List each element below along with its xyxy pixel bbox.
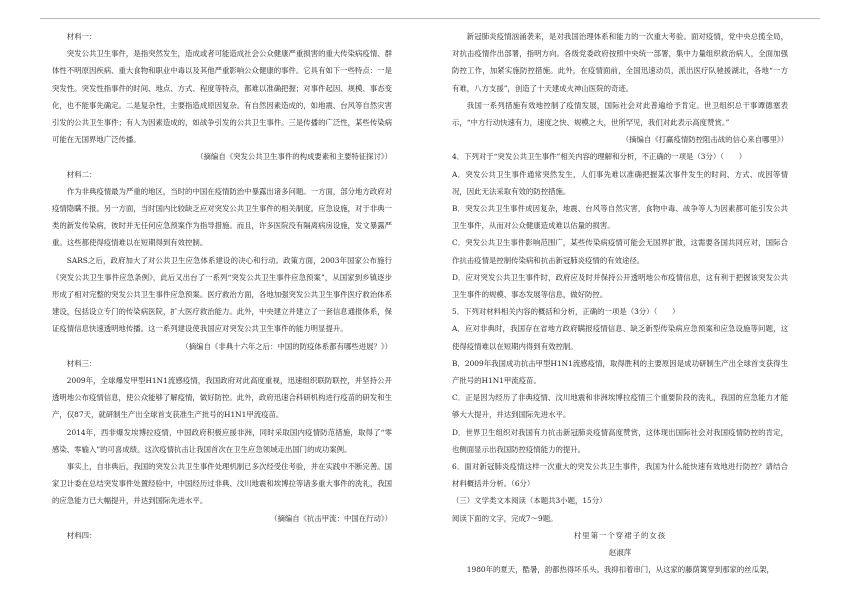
story-paragraph-1: 1980年的夏天，酷暑，韵都热得坏乐头。我抑扣着串门，从这家的藤荫篱穿到那家的丝瓜架， [466, 565, 774, 575]
section-3-instruction: 阅读下面的文字，完成7～9题。 [452, 513, 558, 523]
material-3-text-3: 事实上，自非典后，我国的突发公共卫生事件处理机制已多次经受住考验，并在实践中不断完善。国家卫计委在总结突发事件处置经验中，中国经历过非典、汶川地震和埃博拉等诸多重大事件的洗礼，我国的应急能力已大幅提升，并达到国际先进水平。 [52, 462, 392, 506]
question-5-option-a: A．应对非典时，我国存在省地方政府瞒报疫情信息、缺乏新型传染病应急预案和应急设施等问题，这使得疫情难以在短期内得到有效控制。 [452, 324, 788, 351]
material-4-text-2: 我国一系列措施有效地控制了疫情发展，国际社会对此普遍给予肯定。世卫组织总干事谭德塞表示，“中方行动快速有力，速度之快、规模之大，世所罕见，我们对此表示高度赞赏。” [452, 100, 788, 128]
material-2-text-2: SARS之后，政府加大了对公共卫生应急体系建设的决心和行动。政策方面，2003年国家公布施行《突发公共卫生事件应急条例》，此后又出台了一系列“突发公共卫生事件应急预案”，从国家到乡镇逐步形成了相对完整的突发公共卫生事件应急预案。医疗救治方面，各地加强突发公共卫生事件医疗救治体系建设，包括设立专门的传染病医院，扩大医疗救治能力。此外，中央建立并建立了一套信息通报体系，保证疫情信息快速透明地传播。这一系列建设使我国应对突发公共卫生事件的能力明显提升。 [52, 255, 392, 334]
question-5: 5．下列对材料相关内容的概括和分析，正确的一项是（3分）（ ） [452, 307, 680, 317]
material-4-source: （摘编自《打赢疫情防控阻击战的信心来自哪里》） [621, 135, 788, 145]
material-3-text-2: 2014年，西非爆发埃博拉疫情，中国政府积极应援非洲，同时采取国内疫情防范措施，取得了“零感染、零输入”的可喜成绩。这次疫情抗击让我国首次在卫生应急领域走出国门的成功案例。 [52, 427, 392, 454]
question-5-option-d: D．世界卫生组织对我国有力抗击新冠肺炎疫情高度赞赏，这体现出国际社会对我国疫情防控的肯定，也侧面显示出我国防控疫情能力的提升。 [452, 427, 788, 454]
section-3-heading: （三）文学类文本阅读（本题共3小题，15分） [452, 496, 607, 506]
question-4-option-c: C．突发公共卫生事件影响范围广，某些传染病疫情可能会无国界扩散，这需要各国共同应对，国际合作抗击疫情是控制传染病和抗击新冠肺炎疫情的有效途径。 [452, 238, 788, 265]
question-4-option-a: A．突发公共卫生事件通常突然发生，人们事先难以准确把握某次事件发生的时间、方式、成因等情况，因此无法采取有效的防控措施。 [452, 169, 788, 196]
material-1-label: 材料一： [66, 32, 97, 41]
material-1-source: （摘编自《突发公共卫生事件的构成要素和主要特征探讨》） [196, 152, 392, 162]
question-4: 4．下列对于“突发公共卫生事件”相关内容的理解和分析，不正确的一项是（3分）（ ） [452, 152, 747, 162]
material-2-source: （摘编自《非典十六年之后：中国的防疫体系都有哪些进展？》） [181, 341, 392, 351]
material-1-text: 突发公共卫生事件，是指突然发生，造成或者可能造成社会公众健康严重损害的重大传染病疫情、群体性不明原因疾病、重大食物和职业中毒以及其他严重影响公众健康的事件。它具有如下一些特点：一是突发性。突发性指事件的时间、地点、方式、程度等特点，都难以准确把握；对事件起因、规模、事态变化，也不能事先确定。二是复杂性，主要指造成原因复杂。有自然因素造成的，如地震、台风等自然灾害引发的公共卫生事件；有人为因素造成的，如战争引发的公共卫生事件。三是传播的广泛性，某些传染病可能在无国界地广泛传播。 [52, 49, 392, 145]
material-2-label: 材料二： [66, 169, 97, 179]
material-3-text-1: 2009年，全球爆发甲型H1N1流感疫情，我国政府对此高度重视，迅速组织联防联控，并坚持公开透明地公布疫情信息，使公众能够了解疫情，做好防控。此外，政府迅速合科研机构进行疫苗的研发和生产，仅87天，就研制生产出全球首支获准生产批号的H1N1甲流疫苗。 [52, 376, 392, 420]
material-2-text-1: 作为非典疫情最为严重的地区，当时的中国在疫情防治中暴露出诸多问题。一方面，部分地方政府对疫情隐瞒不报。另一方面，当时国内比较缺乏应对突发公共卫生事件的相关制度。应急设施，对于非典一类的新发传染病，彼时并无任何应急预案作为指导措施。而且，许多医院没有隔离病房设施，发文暴露严重。这些都使得疫情难以在短期得到有效控制。 [52, 186, 392, 248]
left-column [52, 28, 392, 544]
question-5-option-b: B．2009年我国成功抗击甲型H1N1流感疫情，取得胜利的主要原因是成功研制生产出全球首支获得生产批号的H1N1甲流疫苗。 [452, 358, 788, 386]
question-6: 6．面对新冠肺炎疫情这样一次重大的突发公共卫生事件，我国为什么能快速有效地进行防控？请结合材料概括并分析。（6分） [452, 462, 788, 489]
question-4-option-b: B．突发公共卫生事件成因复杂，地震、台风等自然灾害，食物中毒、战争等人为因素都可能引发公共卫生事件，从而对公众健康造成难以估量的损害。 [452, 204, 788, 231]
material-3-source: （摘编自《抗击甲流：中国在行动》） [270, 513, 392, 523]
material-4-text-1: 新冠肺炎疫情汹涌袭来，是对我国治理体系和能力的一次重大考验。面对疫情，党中央总揽全局，对抗击疫情作出部署，指明方向。各级党委政府按照中央统一部署，集中力量组织救治病人，全面加强防控工作，加紧实施防控措施。此外，在疫情面前，全国迅速动员，派出医疗队驰援湖北，各地“一方有难，八方支援”，创造了十天建成火神山医院的奇迹。 [452, 32, 788, 93]
right-column [452, 28, 788, 579]
story-title: 村里第一个穿裙子的女孩 [573, 530, 667, 540]
header-rule [40, 18, 820, 19]
material-3-label: 材料三： [66, 358, 97, 368]
material-4-label: 材料四： [66, 530, 97, 540]
question-4-option-d: D．应对突发公共卫生事件时，政府应及时并保持公开透明地公布疫情信息，这有利于把握该突发公共卫生事件的规模、事态发展等信息，做好防控。 [452, 272, 788, 300]
question-5-option-c: C．正是因为经历了非典疫情、汶川地震和非洲埃博拉疫情三个重要阶段的洗礼，我国的应急能力才能够大大提升，并达到国际先进水平。 [452, 393, 788, 420]
story-author: 赵淑萍 [608, 548, 632, 558]
